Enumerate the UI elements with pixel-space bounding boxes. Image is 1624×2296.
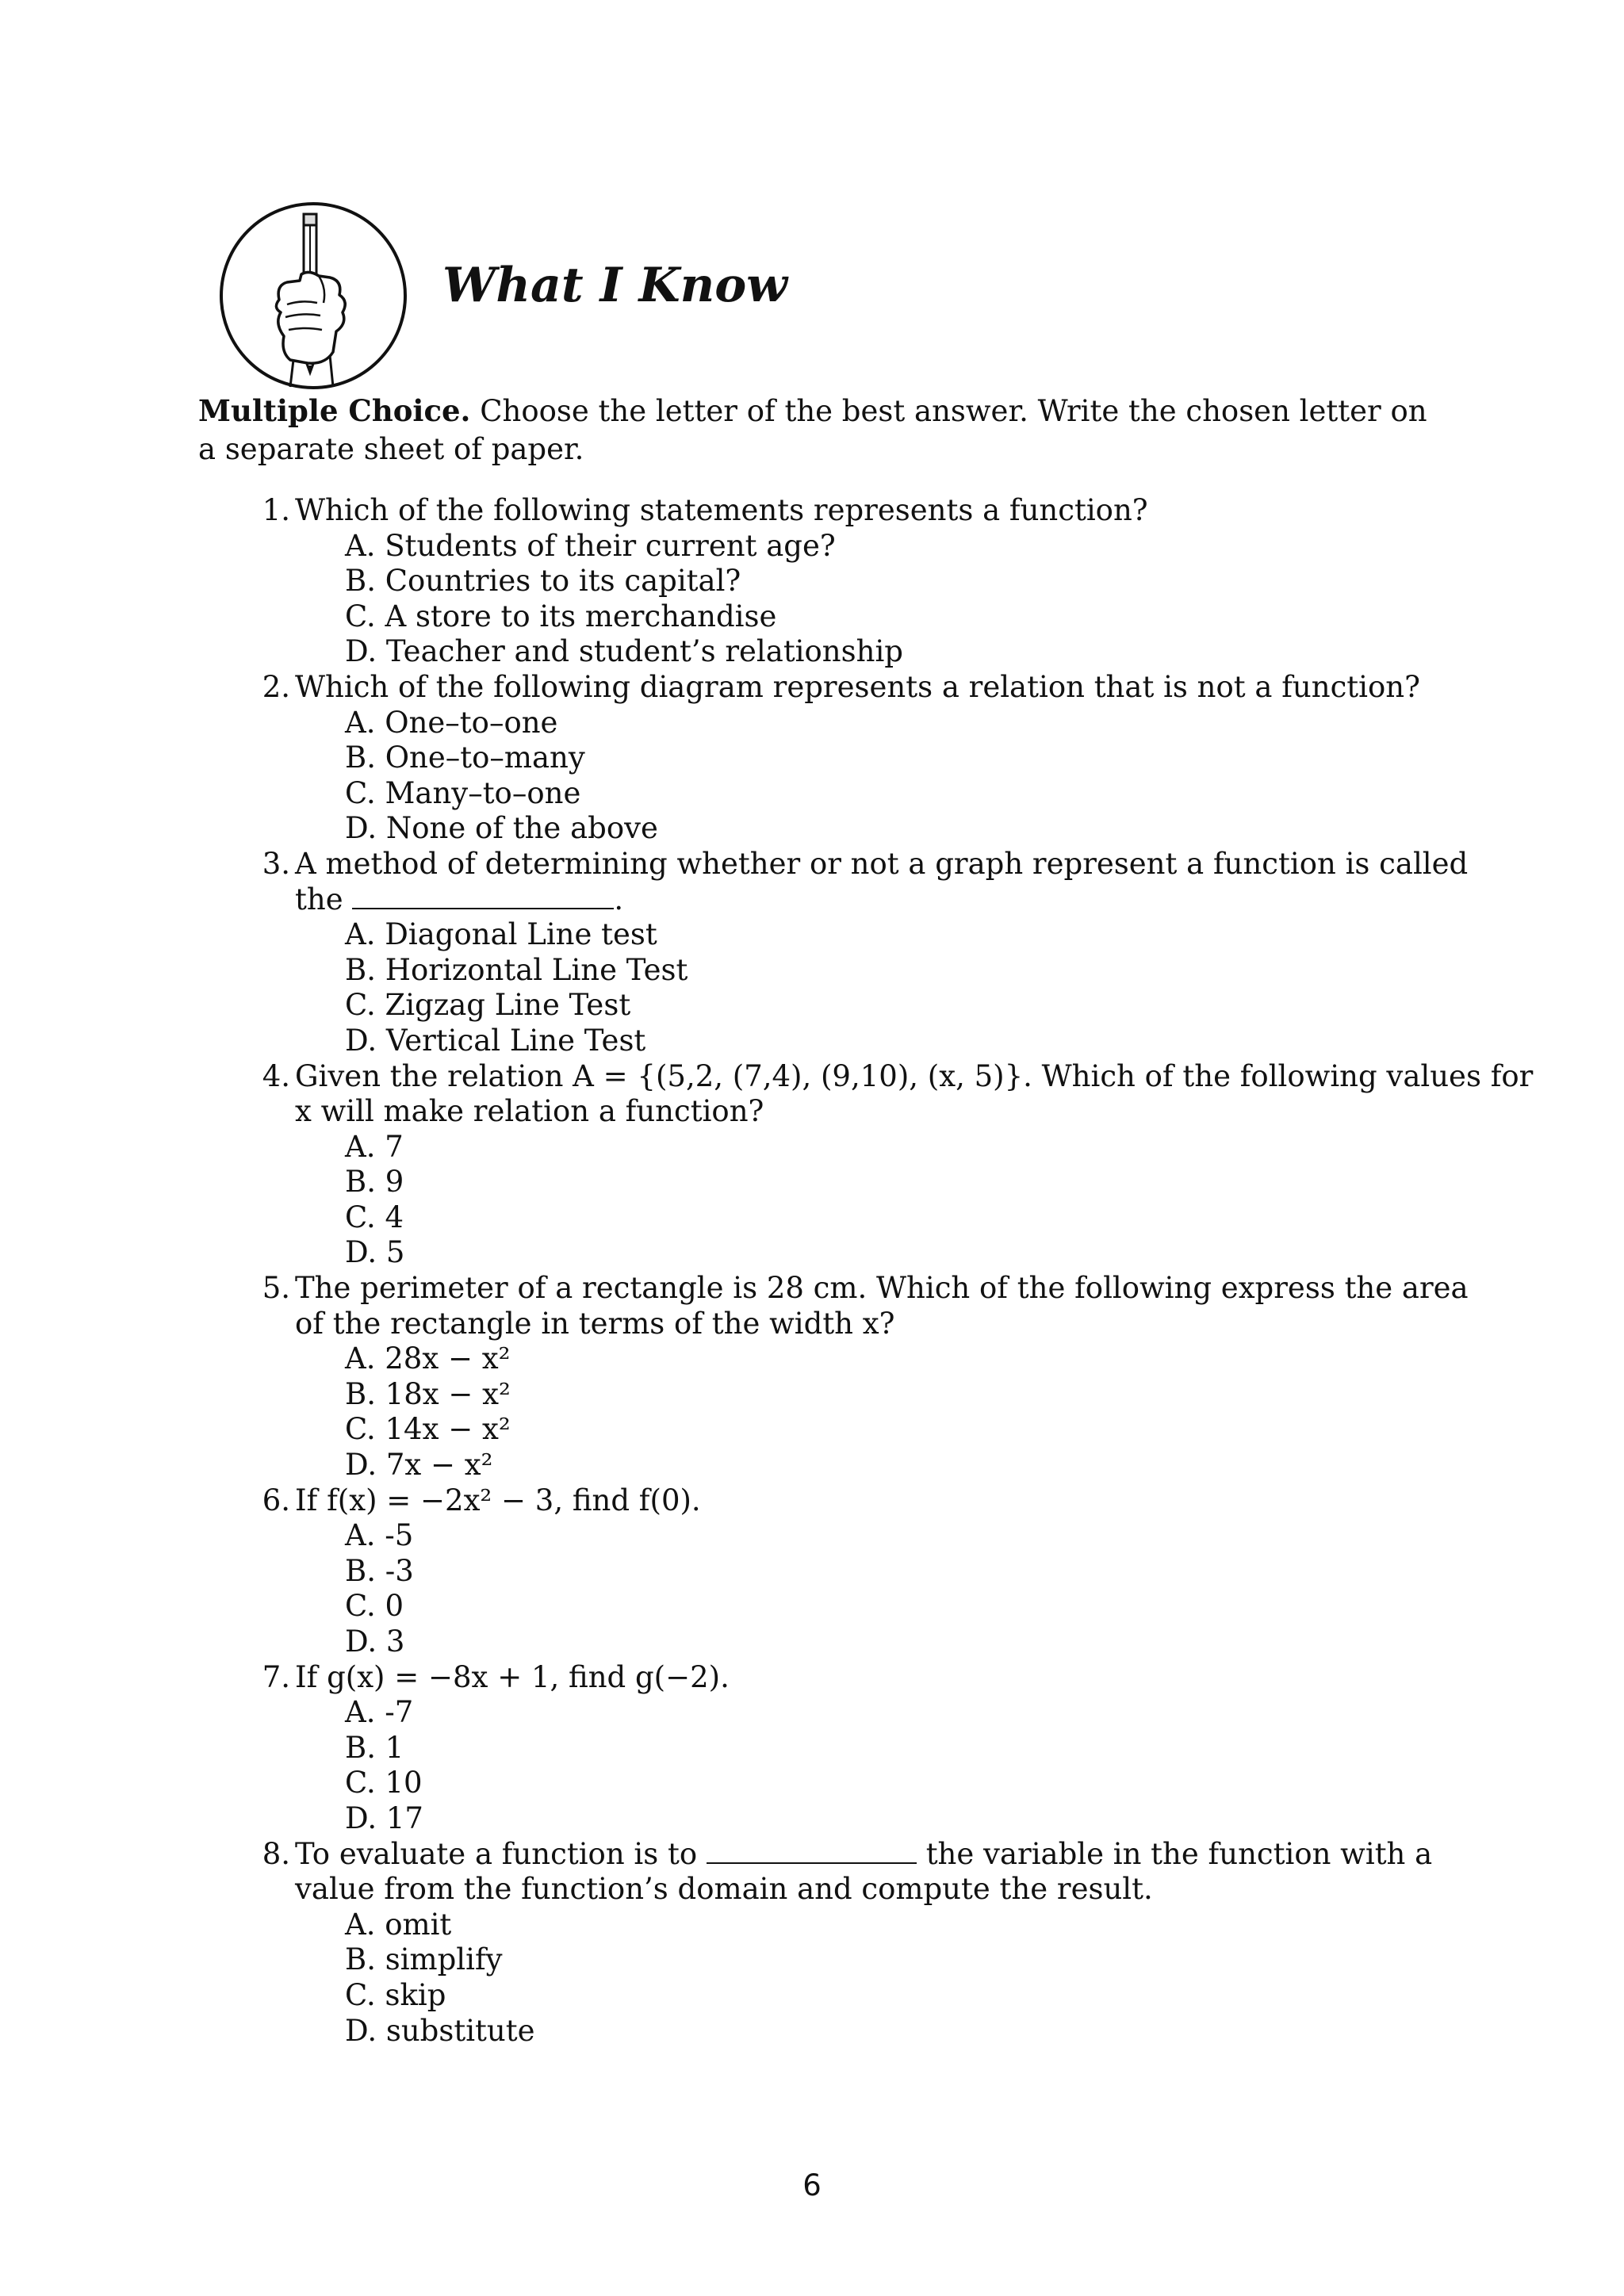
choice-5c: C. 14x − x² — [345, 1412, 511, 1447]
question-text: Given the relation A = {(5,2, (7,4), (9,10), (x, 5)}. Which of the following values for — [295, 1058, 1534, 1093]
question-4 — [0, 1059, 1624, 1095]
choice-2a: A. One–to–one — [345, 705, 558, 740]
question-7 — [0, 1660, 1624, 1696]
choice-6b: B. -3 — [345, 1553, 414, 1588]
choice-4c: C. 4 — [345, 1200, 404, 1234]
question-text-continued: the . — [295, 882, 624, 916]
question-number: 7. — [262, 1659, 290, 1694]
choice-5b: B. 18x − x² — [345, 1376, 511, 1411]
question-number: 4. — [262, 1058, 290, 1093]
question-number: 1. — [262, 493, 290, 527]
choice-1b: B. Countries to its capital? — [345, 564, 741, 599]
question-5-continued — [0, 1307, 1624, 1342]
question-5 — [0, 1271, 1624, 1307]
choice-8b: B. simplify — [345, 1942, 503, 1977]
page-number: 6 — [802, 2168, 822, 2202]
question-6 — [0, 1483, 1624, 1519]
question-1 — [0, 493, 1624, 529]
choice-7b: B. 1 — [345, 1730, 404, 1765]
instructions-label: Multiple Choice. — [198, 393, 471, 428]
question-text: Which of the following statements represents a function? — [295, 493, 1148, 527]
choice-6c: C. 0 — [345, 1589, 404, 1624]
instructions — [198, 392, 1435, 469]
question-text-continued: x will make relation a function? — [295, 1094, 764, 1129]
question-text: Which of the following diagram represents a relation that is not a function? — [295, 669, 1420, 704]
question-list — [0, 493, 1624, 2049]
choice-4a: A. 7 — [345, 1129, 404, 1164]
hand-holding-pencil-icon — [214, 197, 412, 395]
question-3-continued — [0, 882, 1624, 918]
choice-8c: C. skip — [345, 1977, 446, 2012]
choice-1a: A. Students of their current age? — [345, 528, 836, 563]
question-text: To evaluate a function is to the variable in the function with a — [295, 1836, 1433, 1871]
section-title: What I Know — [442, 258, 787, 313]
instructions-text: Choose the letter of the best answer. Write the chosen letter on a separate sheet of paper. — [198, 394, 1427, 466]
answer-blank — [352, 884, 614, 909]
choice-3b: B. Horizontal Line Test — [345, 952, 688, 987]
question-2 — [0, 670, 1624, 706]
question-text: If f(x) = −2x² − 3, find f(0). — [295, 1483, 701, 1517]
question-4-continued — [0, 1094, 1624, 1130]
choice-1d: D. Teacher and student’s relationship — [345, 634, 903, 669]
question-8 — [0, 1837, 1624, 1873]
question-text: A method of determining whether or not a graph represent a function is called — [295, 846, 1469, 881]
choice-2b: B. One–to–many — [345, 740, 585, 775]
choice-5d: D. 7x − x² — [345, 1448, 493, 1483]
question-number: 2. — [262, 669, 290, 704]
choice-4b: B. 9 — [345, 1165, 404, 1200]
answer-blank — [707, 1839, 917, 1864]
question-number: 6. — [262, 1483, 290, 1517]
choice-2d: D. None of the above — [345, 811, 658, 846]
choice-5a: A. 28x − x² — [345, 1341, 511, 1376]
question-text: If g(x) = −8x + 1, find g(−2). — [295, 1659, 730, 1694]
question-number: 8. — [262, 1836, 290, 1871]
question-text-continued: value from the function’s domain and compute the result. — [295, 1872, 1153, 1907]
choice-3d: D. Vertical Line Test — [345, 1023, 646, 1058]
choice-1c: C. A store to its merchandise — [345, 599, 777, 633]
choice-8d: D. substitute — [345, 2013, 535, 2048]
choice-6a: A. -5 — [345, 1518, 414, 1553]
question-text: The perimeter of a rectangle is 28 cm. Which of the following express the area — [295, 1271, 1469, 1306]
question-8-continued — [0, 1872, 1624, 1908]
choice-2c: C. Many–to–one — [345, 775, 581, 810]
choice-4d: D. 5 — [345, 1235, 405, 1270]
choice-3c: C. Zigzag Line Test — [345, 988, 631, 1023]
question-number: 3. — [262, 846, 290, 881]
choice-7d: D. 17 — [345, 1800, 423, 1835]
question-text-continued: of the rectangle in terms of the width x? — [295, 1306, 895, 1341]
question-number: 5. — [262, 1271, 290, 1306]
choice-7c: C. 10 — [345, 1766, 423, 1800]
choice-6d: D. 3 — [345, 1624, 405, 1659]
choice-3a: A. Diagonal Line test — [345, 917, 657, 952]
choice-7a: A. -7 — [345, 1695, 414, 1730]
question-3 — [0, 847, 1624, 882]
choice-8a: A. omit — [345, 1907, 452, 1942]
